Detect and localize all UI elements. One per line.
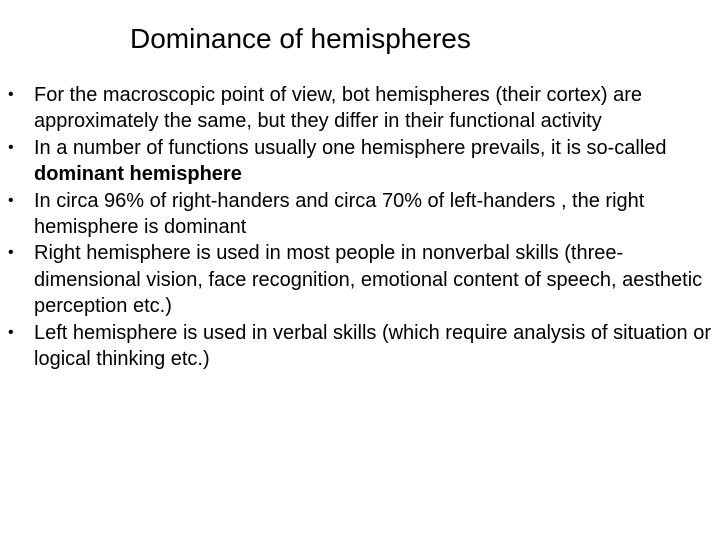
bullet-text-emphasis: dominant hemisphere: [34, 163, 242, 186]
bullet-text: [34, 135, 716, 188]
bullet-text: For the macroscopic point of view, bot hemispheres (their cortex) are approximately the same, but they differ in their functional activity: [34, 84, 643, 133]
bullet-item: [8, 188, 716, 241]
bullet-text: Right hemisphere is used in most people in nonverbal skills (three-dimensional vision, face recognition, emotional content of speech, aesthetic perception etc.): [34, 242, 703, 318]
slide-title: Dominance of hemispheres: [130, 23, 471, 54]
bullet-icon: •: [8, 244, 14, 262]
bullet-icon: •: [8, 323, 14, 341]
bullet-icon: •: [8, 86, 14, 103]
bullet-icon: •: [8, 191, 14, 209]
bullet-text: Left hemisphere is used in verbal skills (which require analysis of situation or logical thinking etc.): [34, 321, 711, 371]
bullet-item: [8, 135, 716, 188]
bullet-item: [8, 320, 716, 373]
bullet-item: [8, 240, 716, 319]
bullet-icon: •: [8, 138, 14, 156]
bullet-text: In circa 96% of right-handers and circa 70% of left-handers , the right hemisphere is dominant: [34, 189, 645, 239]
bullet-list: [8, 82, 716, 372]
bullet-item: [8, 82, 716, 135]
bullet-text-plain: In a number of functions usually one hemisphere prevails, it is so-called: [34, 136, 667, 159]
